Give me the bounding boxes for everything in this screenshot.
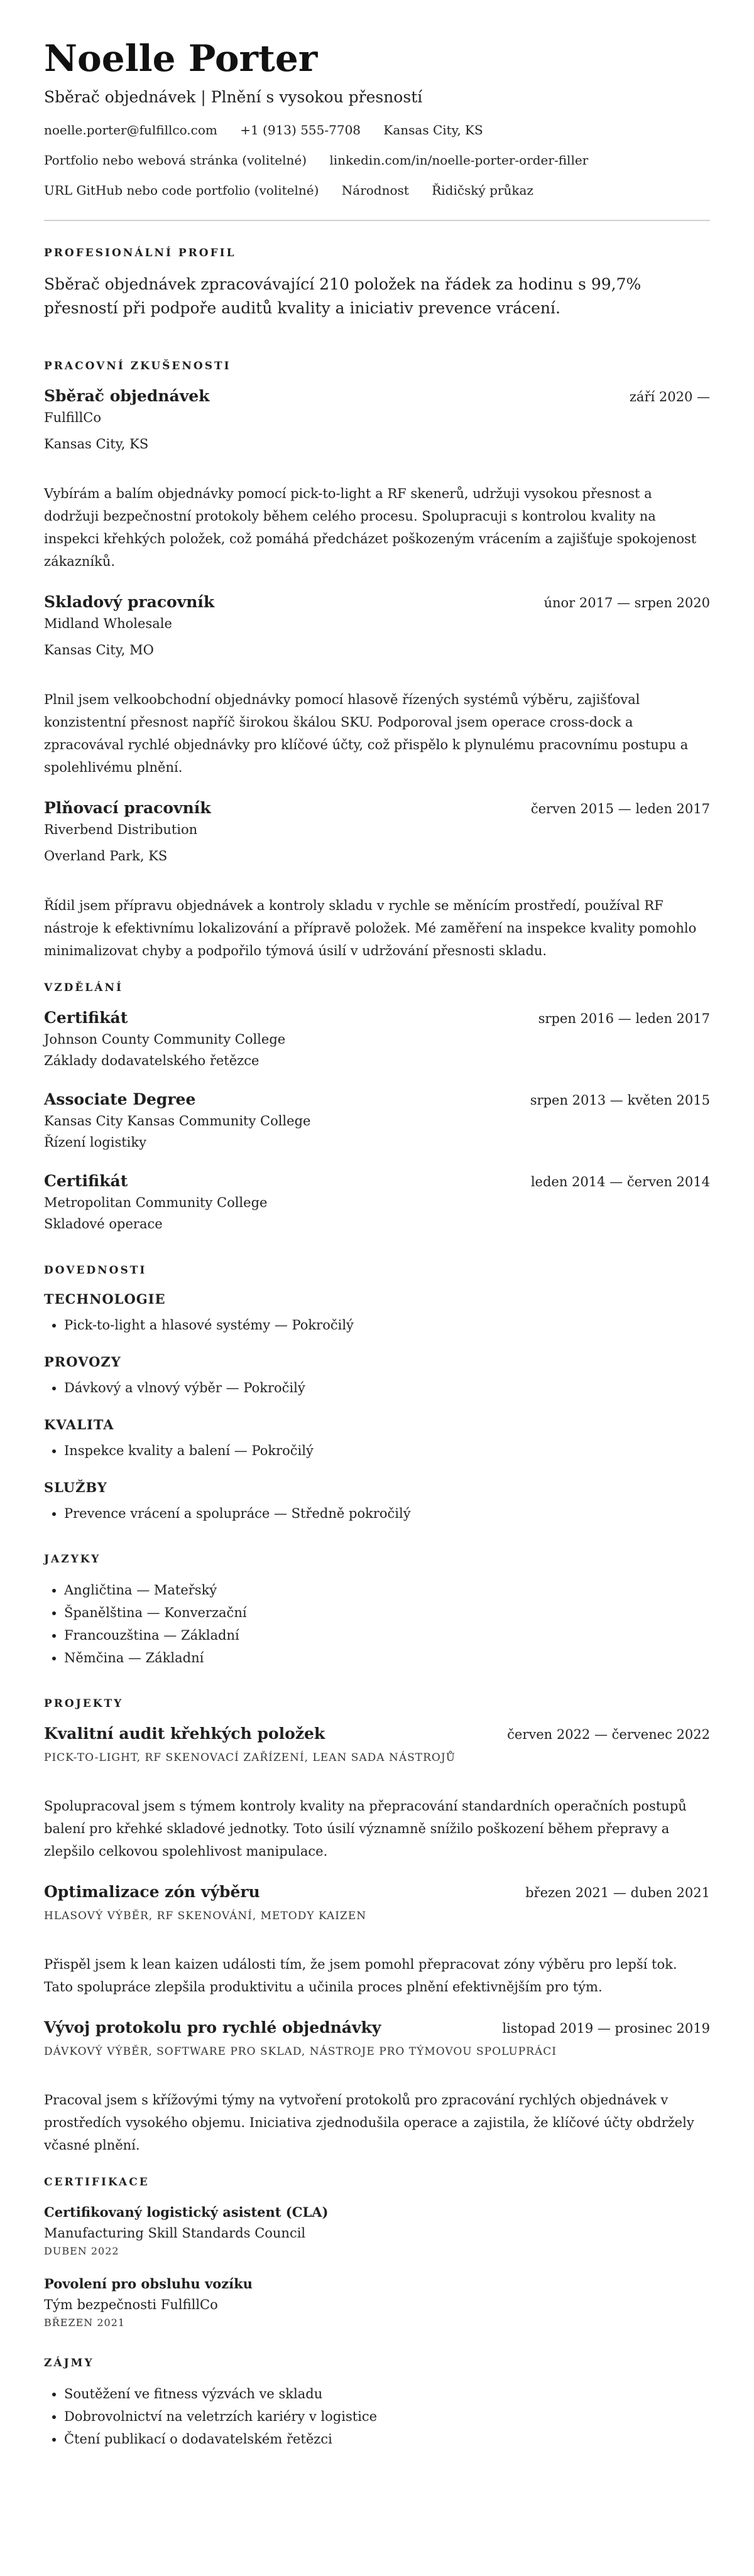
languages-section bbox=[44, 1552, 710, 1669]
company: Riverbend Distribution bbox=[44, 822, 198, 837]
experience-entry bbox=[44, 592, 710, 779]
section-title: PROFESIONÁLNÍ PROFIL bbox=[44, 247, 236, 259]
certification-date: DUBEN 2022 bbox=[44, 2245, 119, 2257]
language-item: • Němčina — Základní bbox=[64, 1647, 710, 1669]
project-entry bbox=[44, 1723, 710, 1863]
certification-issuer: Manufacturing Skill Standards Council bbox=[44, 2226, 306, 2241]
certification-date: BŘEZEN 2021 bbox=[44, 2317, 126, 2329]
skill-group bbox=[44, 1290, 710, 1336]
job-dates: únor 2017 — srpen 2020 bbox=[544, 595, 710, 610]
location: Kansas City, KS bbox=[383, 122, 483, 138]
field-of-study: Skladové operace bbox=[44, 1216, 163, 1231]
education-entry bbox=[44, 1007, 710, 1071]
candidate-name: Noelle Porter bbox=[44, 37, 318, 80]
extra-row bbox=[44, 181, 710, 200]
project-tags: PICK-TO-LIGHT, RF SKENOVACÍ ZAŘÍZENÍ, LEAN SADA NÁSTROJŮ bbox=[44, 1751, 456, 1764]
job-location: Kansas City, MO bbox=[44, 642, 154, 658]
portfolio-link[interactable]: Portfolio nebo webová stránka (volitelné) bbox=[44, 153, 307, 168]
project-description: Pracoval jsem s křížovými týmy na vytvoření protokolů pro zpracování rychlých objednávek v prostředích vysokého objemu. Iniciativa zjednodušila operace a zajistila, že klíčové účty obdržely včasné plnění. bbox=[44, 2092, 694, 2153]
skill-group bbox=[44, 1415, 710, 1462]
projects-section bbox=[44, 1697, 710, 2157]
phone: +1 (913) 555-7708 bbox=[240, 122, 361, 138]
job-title: Plňovací pracovník bbox=[44, 799, 211, 817]
section-title: PROJEKTY bbox=[44, 1697, 124, 1710]
job-location: Overland Park, KS bbox=[44, 848, 168, 863]
education-dates: srpen 2016 — leden 2017 bbox=[538, 1011, 710, 1026]
experience-entry bbox=[44, 386, 710, 573]
project-name: Vývoj protokolu pro rychlé objednávky bbox=[44, 2018, 381, 2037]
profile-text: Sběrač objednávek zpracovávající 210 položek na řádek za hodinu s 99,7% přesností při podpoře auditů kvality a iniciativ prevence vrácení. bbox=[44, 275, 642, 317]
section-title: JAZYKY bbox=[44, 1553, 101, 1566]
skill-group bbox=[44, 1353, 710, 1399]
skills-section bbox=[44, 1264, 710, 1525]
skill-group-title: PROVOZY bbox=[44, 1354, 121, 1370]
email[interactable]: noelle.porter@fulfillco.com bbox=[44, 122, 217, 138]
education-dates: leden 2014 — červen 2014 bbox=[530, 1174, 710, 1189]
degree: Certifikát bbox=[44, 1172, 128, 1190]
project-description: Přispěl jsem k lean kaizen události tím, že jsem pomohl přepracovat zóny výběru pro lepší tok. Tato spolupráce zlepšila produktivitu a učinila proces plnění efektivnějším pro tým. bbox=[44, 1957, 677, 1994]
school: Johnson County Community College bbox=[44, 1032, 286, 1047]
education-entry bbox=[44, 1089, 710, 1153]
section-title: ZÁJMY bbox=[44, 2357, 94, 2369]
language-item: • Francouzština — Základní bbox=[64, 1624, 710, 1647]
interests-section bbox=[44, 2356, 710, 2450]
certification-entry bbox=[44, 2202, 710, 2259]
field-of-study: Řízení logistiky bbox=[44, 1135, 146, 1150]
project-dates: červen 2022 — červenec 2022 bbox=[507, 1727, 710, 1742]
language-item: • Angličtina — Mateřský bbox=[64, 1579, 710, 1601]
skill-item: • Prevence vrácení a spolupráce — Středně pokročilý bbox=[64, 1502, 710, 1525]
project-name: Optimalizace zón výběru bbox=[44, 1883, 260, 1901]
degree: Certifikát bbox=[44, 1009, 128, 1027]
interest-item: • Dobrovolnictví na veletrzích kariéry v logistice bbox=[64, 2405, 710, 2428]
contact-row bbox=[44, 121, 710, 139]
interest-item: • Soutěžení ve fitness výzvách ve skladu bbox=[64, 2383, 710, 2405]
job-description: Vybírám a balím objednávky pomocí pick-to-light a RF skenerů, udržuji vysokou přesnost a dodržuji bezpečnostní protokoly během celého procesu. Spolupracuji s kontrolou kvality na inspekci křehkých položek, což pomáhá předcházet poškozeným vrácením a zajišťuje spokojenost zákazníků. bbox=[44, 486, 697, 569]
job-title: Sběrač objednávek bbox=[44, 387, 210, 405]
project-description: Spolupracoval jsem s týmem kontroly kvality na přepracování standardních operačních postupů balení pro křehké skladové jednotky. Toto úsilí významně snížilo poškození během přepravy a zlepšilo celkovou spolehlivost manipulace. bbox=[44, 1799, 687, 1859]
skill-item: • Dávkový a vlnový výběr — Pokročilý bbox=[64, 1377, 710, 1399]
section-title: CERTIFIKACE bbox=[44, 2176, 150, 2189]
resume-header bbox=[44, 36, 710, 200]
certification-entry bbox=[44, 2273, 710, 2331]
section-title: DOVEDNOSTI bbox=[44, 1264, 147, 1277]
education-section bbox=[44, 981, 710, 1235]
job-description: Řídil jsem přípravu objednávek a kontroly skladu v rychle se měnícím prostředí, používal RF nástroje k efektivnímu lokalizování a přípravě položek. Mé zaměření na inspekce kvality pomohlo minimalizovat chyby a podpořilo týmová úsilí v udržování přesnosti skladu. bbox=[44, 898, 697, 958]
section-title: VZDĚLÁNÍ bbox=[44, 982, 123, 994]
drivers-license: Řidičský průkaz bbox=[432, 183, 533, 198]
job-dates: červen 2015 — leden 2017 bbox=[530, 801, 710, 816]
links-row bbox=[44, 151, 710, 170]
skill-item: • Inspekce kvality a balení — Pokročilý bbox=[64, 1439, 710, 1462]
linkedin-link[interactable]: linkedin.com/in/noelle-porter-order-filler bbox=[329, 153, 589, 168]
skill-group-title: KVALITA bbox=[44, 1417, 114, 1432]
project-entry bbox=[44, 2017, 710, 2157]
job-location: Kansas City, KS bbox=[44, 436, 149, 452]
skill-group-title: TECHNOLOGIE bbox=[44, 1291, 166, 1307]
profile-section bbox=[44, 246, 710, 320]
education-dates: srpen 2013 — květen 2015 bbox=[530, 1093, 710, 1108]
headline: Sběrač objednávek | Plnění s vysokou přesností bbox=[44, 88, 423, 106]
degree: Associate Degree bbox=[44, 1090, 196, 1108]
project-dates: březen 2021 — duben 2021 bbox=[525, 1885, 710, 1900]
header-divider bbox=[44, 220, 710, 221]
company: FulfillCo bbox=[44, 410, 101, 425]
skill-group bbox=[44, 1478, 710, 1525]
education-entry bbox=[44, 1171, 710, 1235]
skill-item: • Pick-to-light a hlasové systémy — Pokročilý bbox=[64, 1314, 710, 1336]
project-tags: DÁVKOVÝ VÝBĚR, SOFTWARE PRO SKLAD, NÁSTROJE PRO TÝMOVOU SPOLUPRÁCI bbox=[44, 2045, 557, 2058]
project-entry bbox=[44, 1881, 710, 1998]
github-link[interactable]: URL GitHub nebo code portfolio (volitelné) bbox=[44, 183, 319, 198]
field-of-study: Základy dodavatelského řetězce bbox=[44, 1053, 260, 1068]
project-dates: listopad 2019 — prosinec 2019 bbox=[502, 2021, 710, 2036]
project-name: Kvalitní audit křehkých položek bbox=[44, 1724, 325, 1743]
nationality: Národnost bbox=[341, 183, 409, 198]
project-tags: HLASOVÝ VÝBĚR, RF SKENOVÁNÍ, METODY KAIZEN bbox=[44, 1910, 367, 1922]
certification-issuer: Tým bezpečnosti FulfillCo bbox=[44, 2297, 218, 2312]
job-description: Plnil jsem velkoobchodní objednávky pomocí hlasově řízených systémů výběru, zajišťoval konzistentní přesnost napříč širokou škálou SKU. Podporoval jsem operace cross-dock a zpracovával rychlé objednávky pro klíčové účty, což přispělo k plynulému pracovnímu postupu a spolehlivému plnění. bbox=[44, 692, 689, 775]
experience-section bbox=[44, 359, 710, 962]
certification-name: Certifikovaný logistický asistent (CLA) bbox=[44, 2204, 329, 2220]
certification-name: Povolení pro obsluhu vozíku bbox=[44, 2276, 253, 2292]
school: Kansas City Kansas Community College bbox=[44, 1113, 311, 1128]
company: Midland Wholesale bbox=[44, 616, 172, 631]
experience-entry bbox=[44, 798, 710, 962]
job-title: Skladový pracovník bbox=[44, 593, 215, 611]
language-item: • Španělština — Konverzační bbox=[64, 1601, 710, 1624]
school: Metropolitan Community College bbox=[44, 1195, 268, 1210]
interest-item: • Čtení publikací o dodavatelském řetězci bbox=[64, 2428, 710, 2450]
skill-group-title: SLUŽBY bbox=[44, 1480, 107, 1495]
certifications-section bbox=[44, 2175, 710, 2331]
section-title: PRACOVNÍ ZKUŠENOSTI bbox=[44, 360, 231, 372]
job-dates: září 2020 — bbox=[629, 389, 710, 404]
